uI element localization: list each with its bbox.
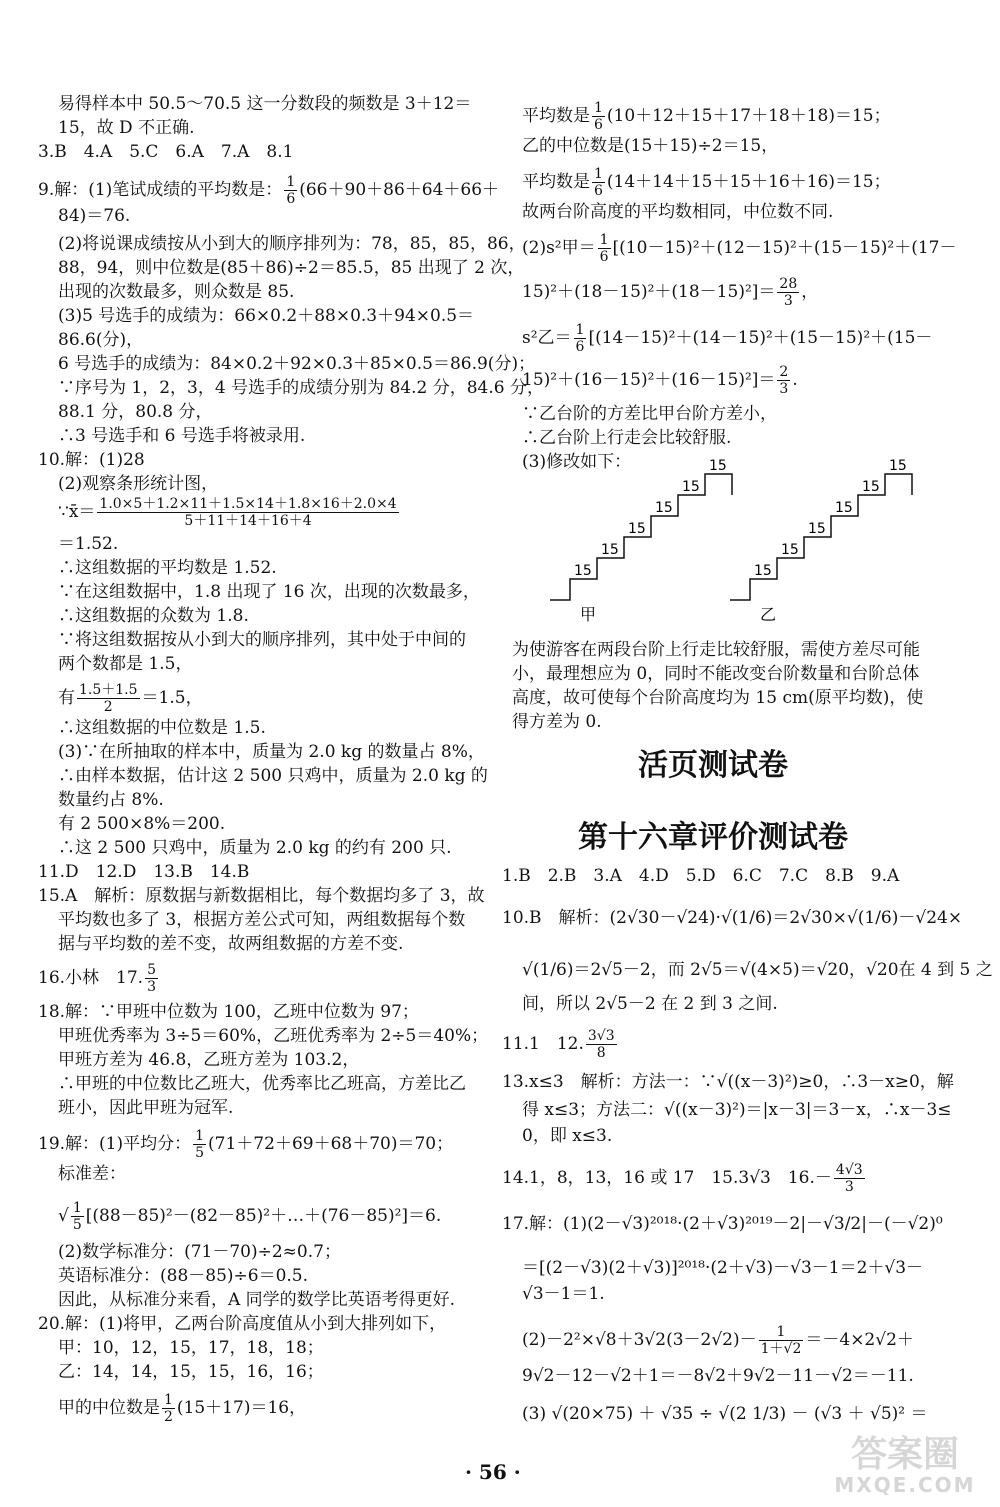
line-text: 19.解：(1)平均分： [38, 1134, 192, 1154]
line-text: 为使游客在两段台阶上行走比较舒服，需使方差尽可能 [512, 640, 920, 660]
line-text: 两个数都是 1.5， [58, 654, 193, 674]
fraction-denominator: 5 [195, 1145, 205, 1161]
fraction [592, 100, 605, 133]
fraction-numerator: 4√3 [835, 1162, 863, 1178]
line-text: 18.解：∵甲班中位数为 100，乙班中位数为 97； [38, 1002, 419, 1022]
fraction-numerator: 1 [195, 1128, 205, 1144]
left-line [58, 1336, 324, 1360]
left-line [58, 496, 401, 529]
line-text: (2)－2²×√8＋3√2(3－2√2)－ [522, 1330, 757, 1350]
fraction [193, 1128, 206, 1161]
fraction-denominator: 3 [779, 381, 789, 397]
left-line [38, 860, 249, 884]
fraction-numerator: 1 [72, 1200, 82, 1216]
line-text: 得 x≤3；方法二：√((x－3)²)＝|x－3|＝3－x，∴x－3≤ [522, 1100, 952, 1120]
line-text: (2)s²甲＝ [522, 238, 596, 258]
right-line [522, 1324, 914, 1357]
left-line [58, 764, 488, 788]
line-text: 班小，因此甲班为冠军. [58, 1098, 234, 1118]
line-text: ∵序号为 1，2，3，4 号选手的成绩分别为 84.2 分，84.6 分， [58, 378, 544, 398]
line-text: ∴3 号选手和 6 号选手将被录用. [58, 426, 306, 446]
line-text: 84)＝76. [58, 206, 131, 226]
left-line [58, 352, 535, 376]
left-line [58, 1360, 324, 1384]
right-line [502, 1212, 943, 1236]
line-text: ∵将这组数据按从小到大的顺序排列，其中处于中间的 [58, 630, 466, 650]
right-line [522, 166, 891, 199]
left-line [58, 1240, 341, 1264]
line-text-after: ＝－4×2√2＋ [805, 1330, 914, 1350]
line-text: ∴乙台阶上行走会比较舒服. [522, 428, 732, 448]
fraction-numerator: 5 [147, 962, 156, 978]
fraction-numerator: 1 [759, 1324, 804, 1341]
fraction [592, 166, 605, 199]
left-line [58, 532, 118, 556]
left-line [58, 328, 143, 352]
left-line [58, 682, 203, 715]
fraction-numerator: 1 [164, 1392, 173, 1408]
fraction-numerator: 1.5＋1.5 [79, 682, 138, 698]
left-line [38, 140, 293, 164]
left-line [58, 908, 465, 932]
right-line [522, 322, 932, 355]
line-text-after: (14＋14＋15＋15＋16＋16)＝15； [606, 172, 891, 192]
left-line [58, 1072, 466, 1096]
right-line [522, 100, 891, 133]
line-text: √ [58, 1206, 69, 1226]
line-text: 得方差为 0. [512, 712, 602, 732]
left-line [38, 448, 145, 472]
left-line [58, 652, 192, 676]
fraction-denominator: 3 [147, 979, 156, 995]
step-height-label: 15 [781, 542, 799, 558]
line-text: 15)²＋(18－15)²＋(18－15)²]＝ [522, 282, 776, 302]
right-line [512, 662, 919, 686]
line-text: 86.6(分)， [58, 330, 144, 350]
line-text: 14.1，8，13，16 或 17 15.3√3 16.－ [502, 1168, 832, 1188]
line-text: 故两台阶高度的平均数相同，中位数不同. [522, 202, 834, 222]
line-text: (2)数学标准分：(71－70)÷2≈0.7； [58, 1242, 341, 1262]
line-text: 3.B 4.A 5.C 6.A 7.A 8.1 [38, 142, 294, 162]
line-text: 有 2 500×8%＝200. [58, 814, 226, 834]
line-text: ∴甲班的中位数比乙班大，优秀率比乙班高，方差比乙 [58, 1074, 466, 1094]
fraction-denominator: 2 [164, 1409, 173, 1425]
line-text-after: ， [801, 282, 819, 302]
left-line [38, 962, 160, 995]
line-text-after: [(10－15)²＋(12－15)²＋(15－15)²＋(17－ [612, 238, 957, 258]
line-text: 9√2－12－√2＋1＝－8√2＋9√2－11－√2＝－11. [522, 1366, 914, 1386]
left-line [58, 92, 471, 116]
step-height-label: 15 [709, 458, 727, 474]
left-line [58, 556, 277, 580]
left-line [58, 788, 164, 812]
fraction [284, 174, 297, 207]
line-text: 甲的中位数是 [58, 1398, 160, 1418]
line-text: ∴这组数据的平均数是 1.52. [58, 558, 277, 578]
left-line [58, 716, 266, 740]
line-text: (2)观察条形统计图， [58, 474, 219, 494]
fraction [586, 1028, 617, 1061]
line-text: √3－1＝1. [522, 1284, 605, 1304]
line-text: √(1/6)＝2√5－2，而 2√5＝√(4×5)＝√20，√20在 4 到 5 之 [522, 960, 993, 980]
line-text: s²乙＝ [522, 328, 572, 348]
fraction-denominator: 3 [844, 1179, 854, 1195]
step-height-label: 15 [574, 563, 592, 579]
left-line [58, 604, 249, 628]
line-text: ∵ [58, 502, 69, 522]
fraction [145, 962, 158, 995]
line-text: 平均数也多了 3，根据方差公式可知，两组数据每个数 [58, 910, 466, 930]
line-text: (3)∵在所抽取的样本中，质量为 2.0 kg 的数量占 8%， [58, 742, 485, 762]
right-line [522, 364, 798, 397]
line-text: 16.小林 17. [38, 968, 144, 988]
line-text-after: (15＋17)＝16， [176, 1398, 307, 1418]
left-line [38, 1000, 419, 1024]
fraction-numerator: 2 [779, 364, 789, 380]
right-line [512, 710, 602, 734]
line-text: 平均数是 [522, 106, 590, 126]
line-text-after: [(88－85)²－(82－85)²＋…＋(76－85)²]＝6. [85, 1206, 442, 1226]
left-line [58, 1048, 359, 1072]
right-line [522, 426, 731, 450]
step-height-label: 15 [754, 563, 772, 579]
line-text-after: ＝1.5， [141, 688, 203, 708]
line-text: 标准差： [58, 1164, 126, 1184]
line-text: (3)修改如下： [522, 452, 632, 472]
right-line [522, 1256, 923, 1280]
line-text: ＝1.52. [58, 534, 119, 554]
right-line [502, 1162, 867, 1195]
line-text: ∴由样本数据，估计这 2 500 只鸡中，质量为 2.0 kg 的 [58, 766, 488, 786]
fraction-denominator: 8 [596, 1045, 606, 1061]
line-text: ∴这组数据的众数为 1.8. [58, 606, 249, 626]
line-text: 13.x≤3 解析：方法一：∵√((x－3)²)≥0，∴3－x≥0，解 [502, 1072, 954, 1092]
line-text: 10.B 解析：(2√30－√24)·√(1/6)＝2√30×√(1/6)－√24× [502, 908, 963, 928]
section-heading: 活页测试卷 [638, 748, 788, 783]
line-text: 10.解：(1)28 [38, 450, 145, 470]
line-text-after: . [792, 370, 798, 390]
right-line [522, 402, 777, 426]
right-line [522, 276, 818, 309]
left-line [38, 1312, 446, 1336]
right-line [512, 686, 923, 710]
line-text: 20.解：(1)将甲，乙两台阶高度值从小到大排列如下， [38, 1314, 447, 1334]
line-text: ∴这组数据的中位数是 1.5. [58, 718, 266, 738]
line-text: 小，最理想应为 0，同时不能改变台阶数量和台阶总体 [512, 664, 920, 684]
line-text: 1.B 2.B 3.A 4.D 5.D 6.C 7.C 8.B 9.A [502, 866, 900, 886]
left-line [38, 884, 485, 908]
right-line [522, 1098, 952, 1122]
stairs-yi [730, 458, 912, 624]
line-text: 15.A 解析：原数据与新数据相比，每个数据均多了 3，故 [38, 886, 485, 906]
step-height-label: 15 [808, 521, 826, 537]
line-text-after: (66＋90＋86＋64＋66＋ [299, 180, 500, 200]
line-text: ＝[(2－√3)(2＋√3)]²⁰¹⁸·(2＋√3)－√3－1＝2＋√3－ [522, 1258, 924, 1278]
left-line [58, 204, 130, 228]
line-text: 6 号选手的成绩为：84×0.2＋92×0.3＋85×0.5＝86.9(分)； [58, 354, 536, 374]
line-text: 0，即 x≤3. [522, 1126, 613, 1146]
line-text: 甲班方差为 46.8，乙班方差为 103.2， [58, 1050, 360, 1070]
line-text: ∵在这组数据中，1.8 出现了 16 次，出现的次数最多， [58, 582, 480, 602]
left-line [58, 740, 485, 764]
fraction-denominator: 3 [783, 293, 793, 309]
line-text: 平均数是 [522, 172, 590, 192]
fraction-denominator: 6 [594, 117, 603, 133]
fraction [759, 1324, 804, 1357]
left-line [38, 174, 499, 207]
fraction-numerator: 1 [575, 322, 585, 338]
step-height-label: 15 [628, 521, 646, 537]
left-line [58, 1392, 306, 1425]
fraction-denominator: 6 [594, 183, 603, 199]
stair-outline [730, 474, 912, 600]
line-text-after: (71＋72＋69＋68＋70)＝70； [208, 1134, 454, 1154]
line-text: 数量约占 8%. [58, 790, 164, 810]
left-line [58, 1288, 455, 1312]
step-height-label: 15 [835, 500, 853, 516]
line-text: 甲：10，12，15，17，18，18； [58, 1338, 324, 1358]
fraction-numerator: 1 [599, 232, 609, 248]
fraction [71, 1200, 84, 1233]
fraction-numerator: 1 [594, 166, 603, 182]
left-line [58, 836, 452, 860]
right-line [522, 992, 778, 1016]
line-text: (2)将说课成绩按从小到大的顺序排列为：78，85，85，86， [58, 234, 526, 254]
left-line [58, 232, 526, 256]
watermark-logo: 答案圈 MXQE.COM [834, 1434, 976, 1497]
left-line [38, 1128, 453, 1161]
line-text: 出现的次数最多，则众数是 85. [58, 282, 295, 302]
line-text: 88，94，则中位数是(85＋86)÷2＝85.5，85 出现了 2 次， [58, 258, 525, 278]
step-height-label: 15 [889, 458, 907, 474]
stair-caption: 甲 [580, 605, 597, 624]
left-line [58, 1264, 308, 1288]
step-height-label: 15 [682, 479, 700, 495]
fraction-numerator: 1 [594, 100, 603, 116]
fraction-denominator: 1＋√2 [760, 1341, 802, 1357]
left-line [58, 376, 544, 400]
fraction [777, 364, 790, 397]
left-line [58, 400, 213, 424]
fraction-denominator: 5 [72, 1217, 82, 1233]
line-text: 88.1 分，80.8 分， [58, 402, 213, 422]
line-prefix: x̄＝ [68, 502, 96, 522]
left-line [58, 256, 524, 280]
line-text: 17.解：(1)(2－√3)²⁰¹⁸·(2＋√3)²⁰¹⁹－2|－√3/2|－(－√2)⁰ [502, 1214, 943, 1234]
fraction-denominator: 6 [599, 249, 609, 265]
right-line [502, 1028, 619, 1061]
line-text-after: (10＋12＋15＋17＋18＋18)＝15； [606, 106, 891, 126]
fraction-denominator: 6 [286, 191, 296, 207]
line-text: 15，故 D 不正确. [58, 118, 195, 138]
line-text: 乙的中位数是(15＋15)÷2＝15， [522, 136, 779, 156]
line-text: 甲班优秀率为 3÷5＝60%，乙班优秀率为 2÷5＝40%； [58, 1026, 489, 1046]
left-line [58, 1200, 441, 1233]
line-text: ∴这 2 500 只鸡中，质量为 2.0 kg 的约有 200 只. [58, 838, 452, 858]
left-line [58, 812, 225, 836]
left-line [58, 1024, 488, 1048]
fraction-denominator: 5＋11＋14＋16＋4 [184, 513, 312, 529]
step-height-label: 15 [655, 500, 673, 516]
line-text: 因此，从标准分来看，A 同学的数学比英语考得更好. [58, 1290, 456, 1310]
right-line [522, 1124, 612, 1148]
chapter-heading: 第十六章评价测试卷 [578, 820, 848, 855]
fraction-denominator: 2 [103, 699, 113, 715]
fraction [97, 496, 398, 529]
right-line [522, 1282, 605, 1306]
left-line [58, 628, 466, 652]
line-text: 9.解：(1)笔试成绩的平均数是： [38, 180, 283, 200]
left-line [58, 280, 294, 304]
left-line [58, 932, 403, 956]
stairs-jia [550, 458, 732, 624]
fraction [598, 232, 611, 265]
line-text: 15)²＋(16－15)²＋(16－15)²]＝ [522, 370, 776, 390]
right-line [522, 200, 833, 224]
left-line [58, 580, 480, 604]
line-text: ∵乙台阶的方差比甲台阶方差小， [522, 404, 777, 424]
line-text: (3) √(20×75) ＋ √35 ÷ √(2 1/3) － (√3 ＋ √5)² ＝ [522, 1404, 928, 1424]
line-text: 英语标准分：(88－85)÷6＝0.5. [58, 1266, 309, 1286]
right-line [522, 232, 956, 265]
left-line [58, 1162, 126, 1186]
right-line [522, 958, 993, 982]
stair-outline [550, 474, 732, 600]
right-line [512, 638, 920, 662]
line-text: 乙：14，14，15，15，16，16； [58, 1362, 324, 1382]
fraction [77, 682, 140, 715]
line-text: 间，所以 2√5－2 在 2 到 3 之间. [522, 994, 778, 1014]
right-line [522, 134, 778, 158]
fraction [574, 322, 587, 355]
step-height-label: 15 [862, 479, 880, 495]
right-line [522, 1364, 914, 1388]
line-text: 据与平均数的差不变，故两组数据的方差不变. [58, 934, 404, 954]
fraction-numerator: 1 [286, 174, 296, 190]
line-text: 有 [58, 688, 75, 708]
left-line [58, 424, 305, 448]
left-line [58, 1096, 233, 1120]
page-number: · 56 · [465, 1460, 521, 1484]
fraction-denominator: 6 [575, 339, 585, 355]
step-height-label: 15 [601, 542, 619, 558]
line-text: 11.1 12. [502, 1034, 584, 1054]
fraction-numerator: 3√3 [587, 1028, 615, 1044]
line-text: 易得样本中 50.5～70.5 这一分数段的频数是 3＋12＝ [58, 94, 472, 114]
fraction [834, 1162, 865, 1195]
left-line [58, 116, 194, 140]
right-line [502, 1070, 954, 1094]
left-line [58, 472, 218, 496]
right-line [502, 864, 899, 888]
right-line [502, 906, 962, 930]
line-text-after: [(14－15)²＋(14－15)²＋(15－15)²＋(15－ [588, 328, 933, 348]
fraction-numerator: 28 [779, 276, 798, 292]
line-text: (3)5 号选手的成绩为：66×0.2＋88×0.3＋94×0.5＝ [58, 306, 475, 326]
line-text: 高度，故可使每个台阶高度均为 15 cm(原平均数)，使 [512, 688, 924, 708]
fraction-numerator: 1.0×5＋1.2×11＋1.5×14＋1.8×16＋2.0×4 [99, 496, 397, 512]
stair-caption: 乙 [760, 605, 777, 624]
line-text: 11.D 12.D 13.B 14.B [38, 862, 250, 882]
fraction [777, 276, 799, 309]
fraction [162, 1392, 175, 1425]
right-line [522, 1402, 928, 1426]
left-line [58, 304, 474, 328]
